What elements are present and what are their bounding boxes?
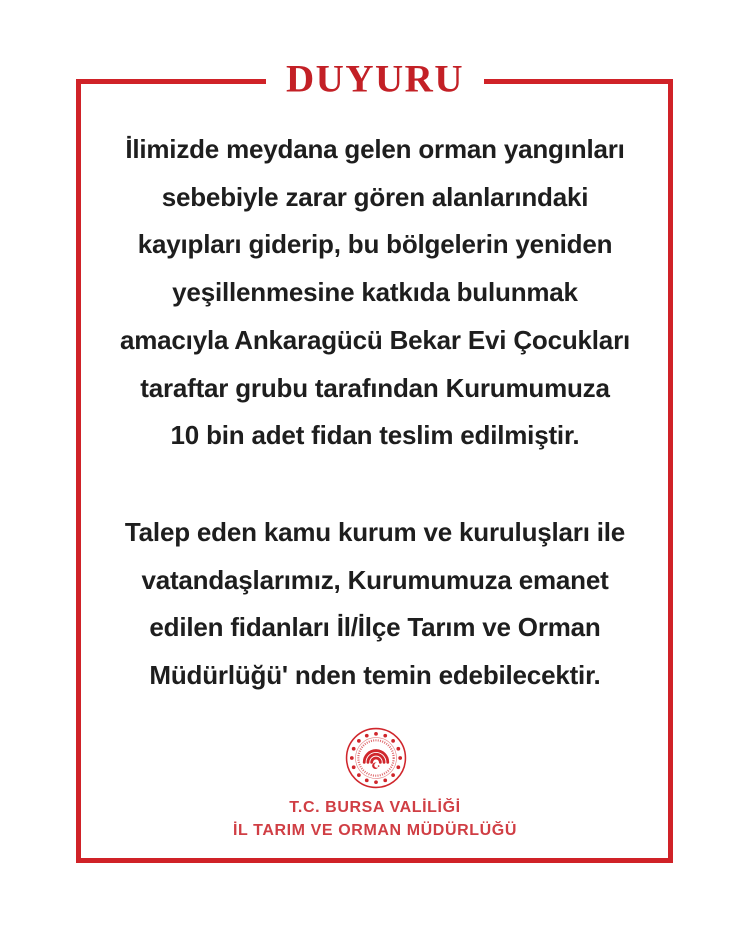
body-line: Talep eden kamu kurum ve kuruluşları ile [124,517,626,547]
body-line: yeşillenmesine katkıda bulunmak [172,277,578,308]
body-line: vatandaşlarımız, Kurumumuza emanet [141,564,609,595]
footer-org-line2: İL TARIM VE ORMAN MÜDÜRLÜĞÜ [232,822,518,839]
body-line: amacıyla Ankaragücü Bekar Evi Çocukları [119,324,631,355]
body-line: kayıpları giderip, bu bölgelerin yeniden [137,229,613,260]
footer-signature [0,796,750,842]
body-line: İlimizde meydana gelen orman yangınları [125,134,625,164]
announcement-title: DUYURU [266,56,484,101]
body-paragraph-2 [90,509,660,700]
body-line: sebebiyle zarar gören alanlarındaki [161,181,589,212]
body-paragraph-1 [90,126,660,460]
ministry-emblem-logo-icon [345,727,407,789]
body-line: edilen fidanları İl/İlçe Tarım ve Orman [149,612,601,643]
body-line: taraftar grubu tarafından Kurumumuza [140,372,610,403]
body-line: Müdürlüğü' nden temin edebilecektir. [149,660,601,691]
body-line: 10 bin adet fidan teslim edilmiştir. [170,420,580,451]
footer-org-line1: T.C. BURSA VALİLİĞİ [289,799,461,816]
